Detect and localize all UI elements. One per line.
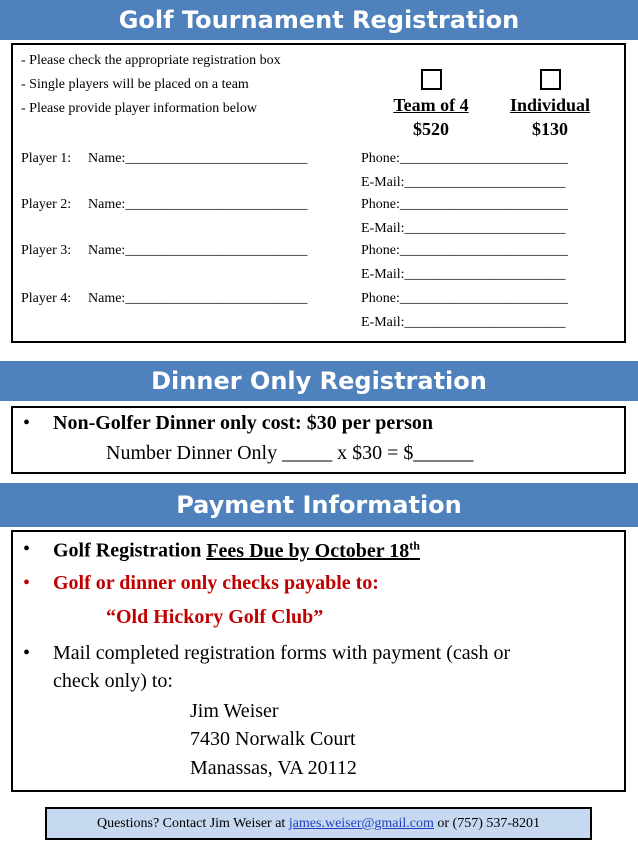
dinner-registration-banner	[0, 361, 638, 401]
team-of-4-label: Team of 4	[393, 95, 469, 115]
individual-option	[490, 93, 610, 141]
checks-bullet: •	[23, 572, 31, 594]
mail-bullet: •	[23, 642, 31, 664]
contact-email-link[interactable]: james.weiser@gmail.com	[288, 816, 434, 831]
dinner-bullet: •	[23, 412, 31, 434]
fees-due-suffix: th	[409, 538, 420, 552]
team-of-4-option	[371, 93, 491, 141]
individual-price: $130	[532, 119, 568, 139]
golf-registration-box	[11, 43, 626, 343]
dinner-number-field[interactable]: Number Dinner Only _____ x $30 = $______	[106, 442, 474, 464]
fees-prefix: Golf Registration	[53, 539, 207, 562]
instruction-3: - Please provide player information below	[21, 101, 257, 116]
player-3-label: Player 3:	[21, 243, 72, 258]
dinner-cost-line: Non-Golfer Dinner only cost: $30 per person	[53, 412, 433, 434]
player-4-name-field[interactable]: Name:__________________________	[88, 291, 308, 306]
individual-label: Individual	[509, 95, 591, 115]
individual-checkbox[interactable]	[540, 69, 561, 90]
checks-payable-line: Golf or dinner only checks payable to:	[53, 572, 379, 594]
player-3-name-field[interactable]: Name:__________________________	[88, 243, 308, 258]
player-4-phone-field[interactable]: Phone:________________________	[361, 291, 568, 306]
player-2-label: Player 2:	[21, 197, 72, 212]
fees-line	[53, 538, 420, 563]
mail-line-1: Mail completed registration forms with payment (cash or	[53, 642, 511, 664]
payment-information-box	[11, 530, 626, 792]
fees-due: Fees Due by October 18	[206, 539, 410, 562]
contact-suffix: or (757) 537-8201	[433, 816, 541, 831]
mail-line-2: check only) to:	[53, 670, 173, 692]
address-line-3: Manassas, VA 20112	[190, 757, 357, 779]
player-2-email-field[interactable]: E-Mail:_______________________	[361, 221, 566, 236]
player-3-email-field[interactable]: E-Mail:_______________________	[361, 267, 566, 282]
team-of-4-price: $520	[413, 119, 449, 139]
payee-name: “Old Hickory Golf Club”	[106, 606, 324, 628]
player-2-phone-field[interactable]: Phone:________________________	[361, 197, 568, 212]
payment-information-title: Payment Information	[176, 491, 462, 519]
contact-footer	[45, 807, 592, 840]
address-line-1: Jim Weiser	[190, 700, 279, 722]
player-1-email-field[interactable]: E-Mail:_______________________	[361, 175, 566, 190]
player-3-phone-field[interactable]: Phone:________________________	[361, 243, 568, 258]
golf-registration-title: Golf Tournament Registration	[118, 6, 520, 34]
player-4-email-field[interactable]: E-Mail:_______________________	[361, 315, 566, 330]
player-1-phone-field[interactable]: Phone:________________________	[361, 151, 568, 166]
player-1-label: Player 1:	[21, 151, 72, 166]
instruction-2: - Single players will be placed on a team	[21, 77, 249, 92]
contact-prefix: Questions? Contact Jim Weiser at	[96, 816, 289, 831]
player-4-label: Player 4:	[21, 291, 72, 306]
fees-bullet: •	[23, 538, 31, 560]
team-of-4-checkbox[interactable]	[421, 69, 442, 90]
player-1-name-field[interactable]: Name:__________________________	[88, 151, 308, 166]
payment-information-banner	[0, 483, 638, 527]
dinner-registration-box	[11, 406, 626, 474]
dinner-registration-title: Dinner Only Registration	[151, 367, 487, 395]
instruction-1: - Please check the appropriate registration box	[21, 53, 281, 68]
address-line-2: 7430 Norwalk Court	[190, 728, 356, 750]
golf-registration-banner	[0, 0, 638, 40]
player-2-name-field[interactable]: Name:__________________________	[88, 197, 308, 212]
